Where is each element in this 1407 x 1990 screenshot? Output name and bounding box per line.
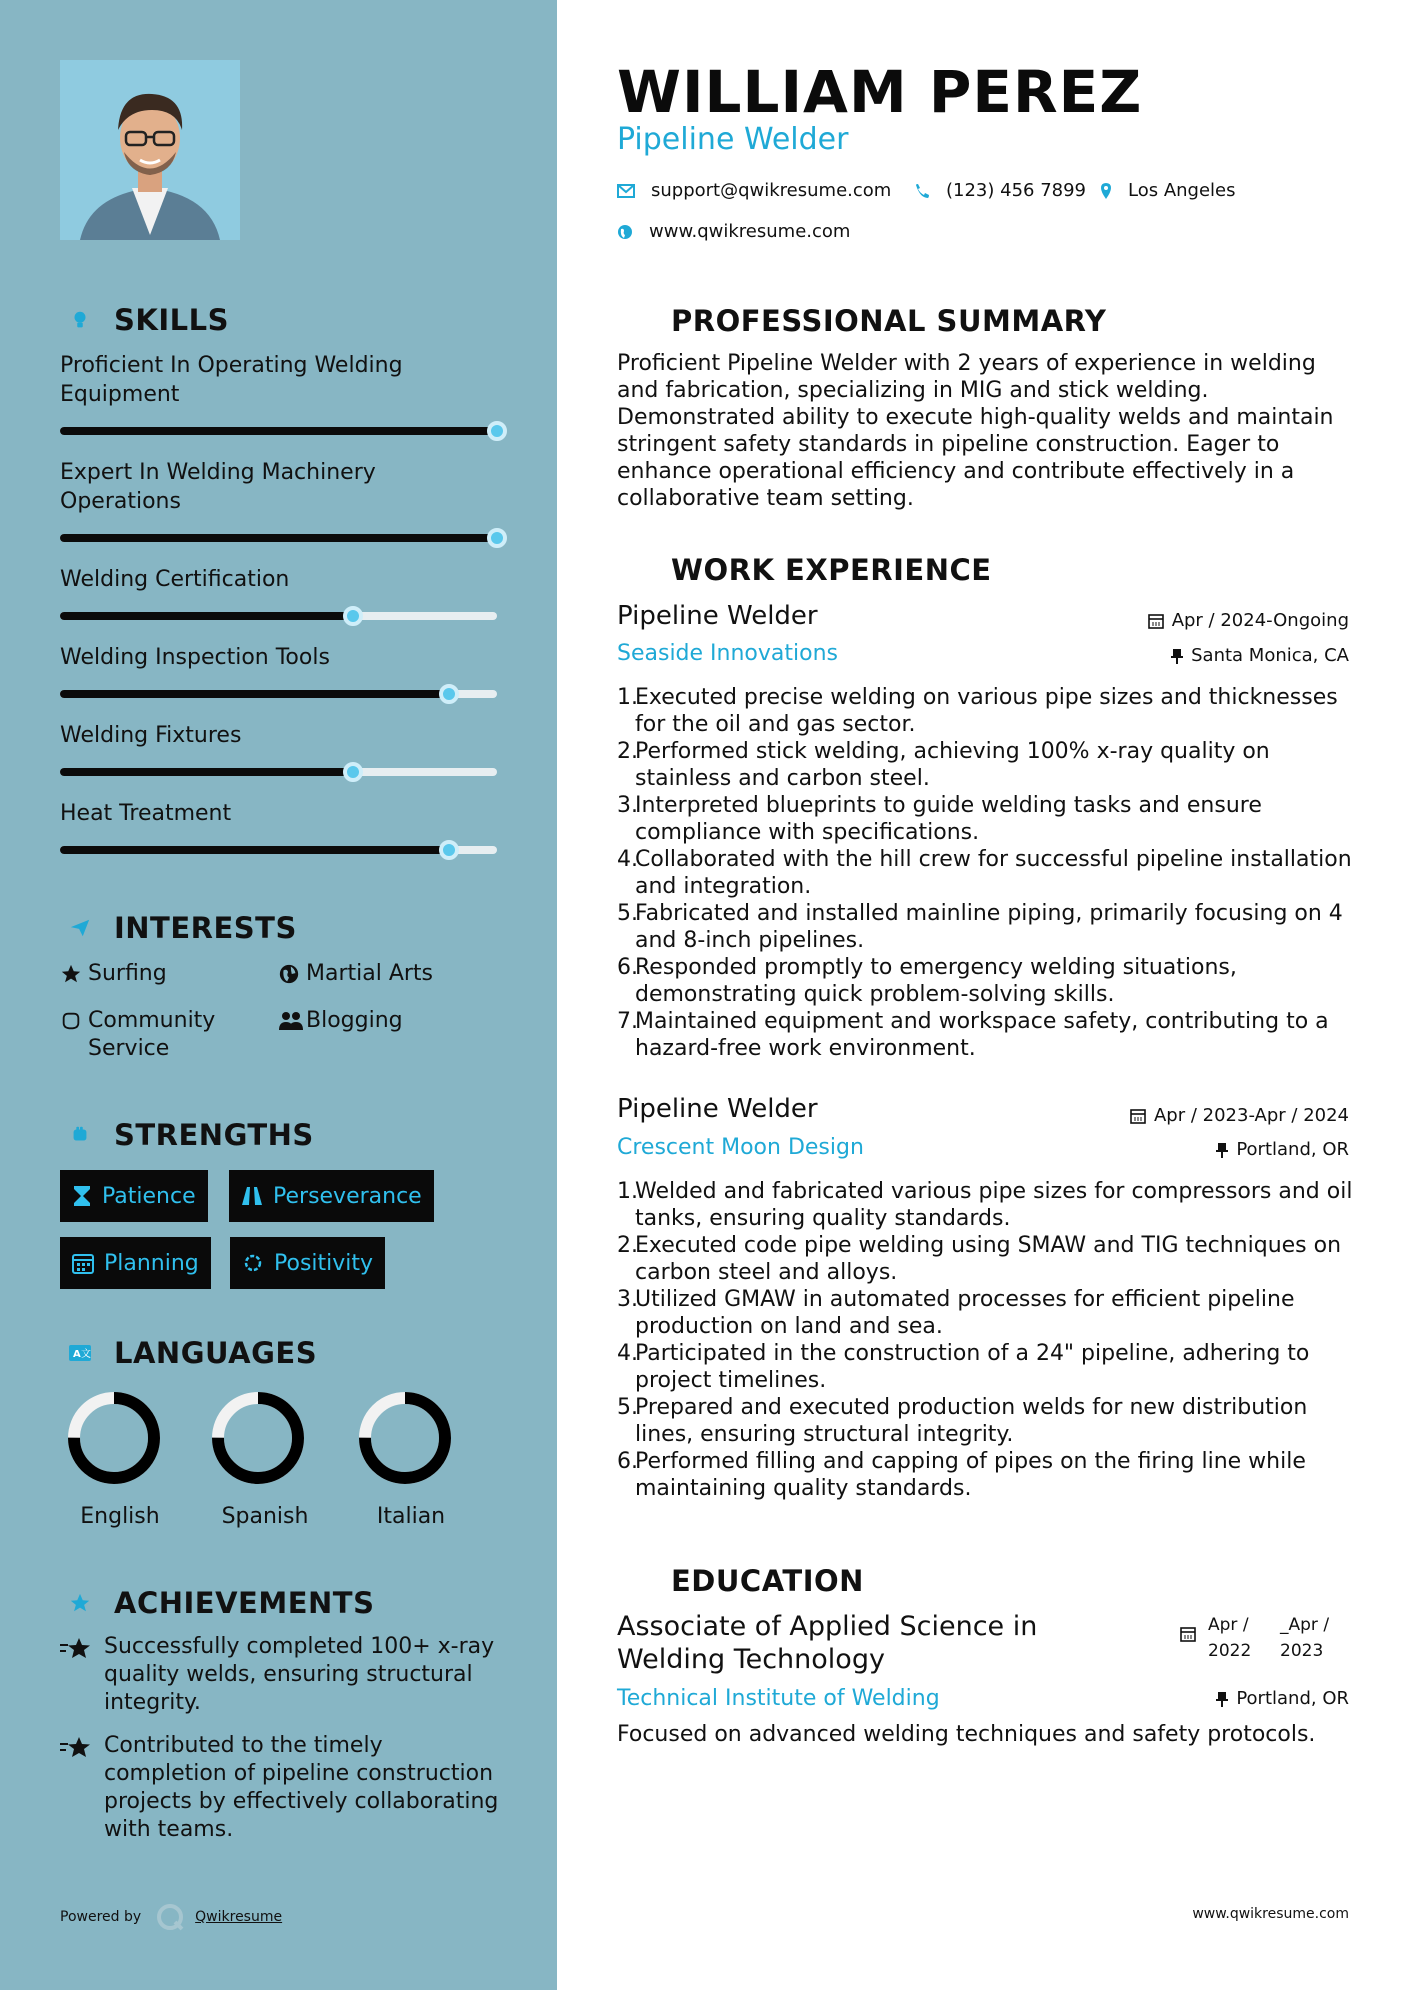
experience-header [617, 550, 992, 590]
job-bullets [617, 1178, 1357, 1502]
star-badge-icon [60, 1583, 100, 1623]
list-item: 1. Welded and fabricated various pipe sizes for compressors and oil tanks, ensuring quality standards. [617, 1179, 1353, 1231]
education-header [617, 1561, 864, 1601]
skill-label: Welding Certification [60, 567, 290, 592]
job-location: Portland, OR [1216, 1139, 1349, 1160]
achievement-item: Contributed to the timely completion of pipeline construction projects by effectively collaborating with teams. [60, 1732, 500, 1844]
envelope-icon [617, 184, 635, 198]
language-label: Italian [376, 1504, 446, 1529]
skill-bar [60, 427, 497, 435]
footer-powered-by: Powered by Qwikresume [60, 1902, 282, 1932]
profile-photo [60, 60, 240, 240]
sun-icon [242, 1252, 264, 1274]
strengths-title: STRENGTHS [114, 1118, 314, 1152]
job-title: Pipeline Welder [617, 601, 818, 631]
pushpin-icon [1216, 1142, 1228, 1158]
summary-title: PROFESSIONAL SUMMARY [671, 304, 1107, 338]
graduation-cap-icon [617, 1561, 657, 1601]
job-dates: Apr / 2024-Ongoing [1148, 610, 1349, 631]
list-item: 4. Collaborated with the hill crew for successful pipeline installation and integration. [617, 847, 1352, 899]
interest-item: Martial Arts [278, 960, 433, 988]
map-pin-icon [1100, 182, 1112, 200]
job-company: Seaside Innovations [617, 641, 838, 666]
road-icon [241, 1186, 263, 1206]
qwikresume-logo-icon [155, 1902, 185, 1932]
list-item: 5. Fabricated and installed mainline piping, primarily focusing on 4 and 8-inch pipelines. [617, 901, 1343, 953]
education-title: EDUCATION [671, 1564, 864, 1598]
calendar-icon [1180, 1612, 1208, 1664]
users-icon [278, 1010, 306, 1032]
edu-location: Portland, OR [1216, 1688, 1349, 1709]
list-item: 6. Performed filling and capping of pipes on the firing line while maintaining quality standards. [617, 1449, 1306, 1501]
edu-degree: Associate of Applied Science in Welding Technology [617, 1611, 1038, 1675]
qwikresume-link[interactable]: Qwikresume [195, 1909, 283, 1925]
user-icon [617, 301, 657, 341]
summary-header [617, 301, 1106, 341]
skill-bar [60, 846, 497, 854]
contact-phone[interactable]: (123) 456 7899 [914, 180, 1086, 201]
calendar-icon [72, 1252, 94, 1274]
language-ring [210, 1390, 306, 1486]
achievements-header [60, 1583, 374, 1623]
list-item: 4. Participated in the construction of a 24" pipeline, adhering to project timelines. [617, 1341, 1310, 1393]
language-label: English [80, 1504, 160, 1529]
strength-badge: Perseverance [229, 1170, 434, 1222]
globe-icon [278, 963, 306, 985]
language-ring [66, 1390, 162, 1486]
calendar-icon [1148, 613, 1164, 629]
list-item: 5. Prepared and executed production welds for new distribution lines, ensuring structural integrity. [617, 1395, 1308, 1447]
list-item: 1. Executed precise welding on various pipe sizes and thicknesses for the oil and gas sector. [617, 685, 1338, 737]
list-item: 2. Executed code pipe welding using SMAW and TIG techniques on carbon steel and alloys. [617, 1233, 1342, 1285]
job-title: Pipeline Welder [617, 1094, 818, 1124]
job-dates: Apr / 2023-Apr / 2024 [1130, 1105, 1349, 1126]
pushpin-icon [1171, 648, 1183, 664]
contact-email[interactable]: support@qwikresume.com [617, 180, 891, 201]
chair-icon [617, 550, 657, 590]
star-icon [60, 1633, 104, 1717]
strength-badge: Positivity [230, 1237, 385, 1289]
skill-label: Heat Treatment [60, 801, 232, 826]
interest-item: Community Service [60, 1007, 260, 1063]
edu-school: Technical Institute of Welding [617, 1686, 940, 1711]
lightbulb-icon [60, 300, 100, 340]
interest-item: Surfing [60, 960, 167, 988]
strength-badge: Planning [60, 1237, 211, 1289]
list-item: 3. Interpreted blueprints to guide welding tasks and ensure compliance with specifications. [617, 793, 1262, 845]
skills-title: SKILLS [114, 303, 229, 337]
skill-bar [60, 690, 497, 698]
strength-badge: Patience [60, 1170, 208, 1222]
skill-label: Proficient In Operating Welding Equipment [60, 353, 403, 407]
skill-bar [60, 768, 497, 776]
edu-description: Focused on advanced welding techniques and safety protocols. [617, 1722, 1316, 1747]
summary-text: Proficient Pipeline Welder with 2 years of experience in welding and fabrication, specializing in MIG and stick welding. Demonstrated ability to execute high-quality welds and maintain stringent safety standards in pipeline construction. Eager to enhance operational efficiency and contribute effectively in a collaborative team setting. [617, 351, 1334, 511]
language-label: Spanish [221, 1504, 309, 1529]
phone-icon [914, 183, 930, 199]
footer-url[interactable]: www.qwikresume.com [1192, 1906, 1349, 1922]
languages-title: LANGUAGES [114, 1336, 318, 1370]
star-icon [60, 1732, 104, 1844]
job-bullets [617, 684, 1357, 1062]
job-company: Crescent Moon Design [617, 1135, 864, 1160]
fist-icon [60, 1115, 100, 1155]
skill-label: Welding Inspection Tools [60, 645, 330, 670]
languages-header [60, 1333, 317, 1373]
globe-icon [617, 224, 633, 240]
interests-title: INTERESTS [114, 911, 297, 945]
job-location: Santa Monica, CA [1171, 645, 1349, 666]
interests-header [60, 908, 297, 948]
list-item: 3. Utilized GMAW in automated processes for efficient pipeline production on land and sea. [617, 1287, 1295, 1339]
candidate-role: Pipeline Welder [617, 122, 849, 157]
svg-text:A: A [73, 1349, 81, 1360]
language-ring [357, 1390, 453, 1486]
skill-bar [60, 534, 497, 542]
translate-icon [60, 1333, 100, 1373]
hand-icon [60, 1010, 88, 1032]
skill-bar [60, 612, 497, 620]
list-item: 6. Responded promptly to emergency welding situations, demonstrating quick problem-solving skills. [617, 955, 1237, 1007]
list-item: 2. Performed stick welding, achieving 100% x-ray quality on stainless and carbon steel. [617, 739, 1270, 791]
calendar-icon [1130, 1108, 1146, 1124]
candidate-name: WILLIAM PEREZ [617, 58, 1143, 126]
svg-text:文: 文 [81, 1349, 91, 1360]
pushpin-icon [1216, 1691, 1228, 1707]
contact-website[interactable]: www.qwikresume.com [617, 221, 850, 242]
experience-title: WORK EXPERIENCE [671, 553, 992, 587]
strengths-header [60, 1115, 314, 1155]
skills-header [60, 300, 229, 340]
skill-label: Welding Fixtures [60, 723, 242, 748]
skill-label: Expert In Welding Machinery Operations [60, 460, 376, 514]
interest-item: Blogging [278, 1007, 403, 1035]
contact-location: Los Angeles [1100, 180, 1236, 201]
list-item: 7. Maintained equipment and workspace safety, contributing to a hazard-free work environment. [617, 1009, 1329, 1061]
achievements-title: ACHIEVEMENTS [114, 1586, 375, 1620]
hourglass-icon [72, 1185, 92, 1207]
edu-dates: Apr / 2022 _Apr / 2023 [1180, 1612, 1352, 1664]
paper-plane-icon [60, 908, 100, 948]
star-icon [60, 963, 88, 985]
achievement-item: Successfully completed 100+ x-ray quality welds, ensuring structural integrity. [60, 1633, 500, 1717]
